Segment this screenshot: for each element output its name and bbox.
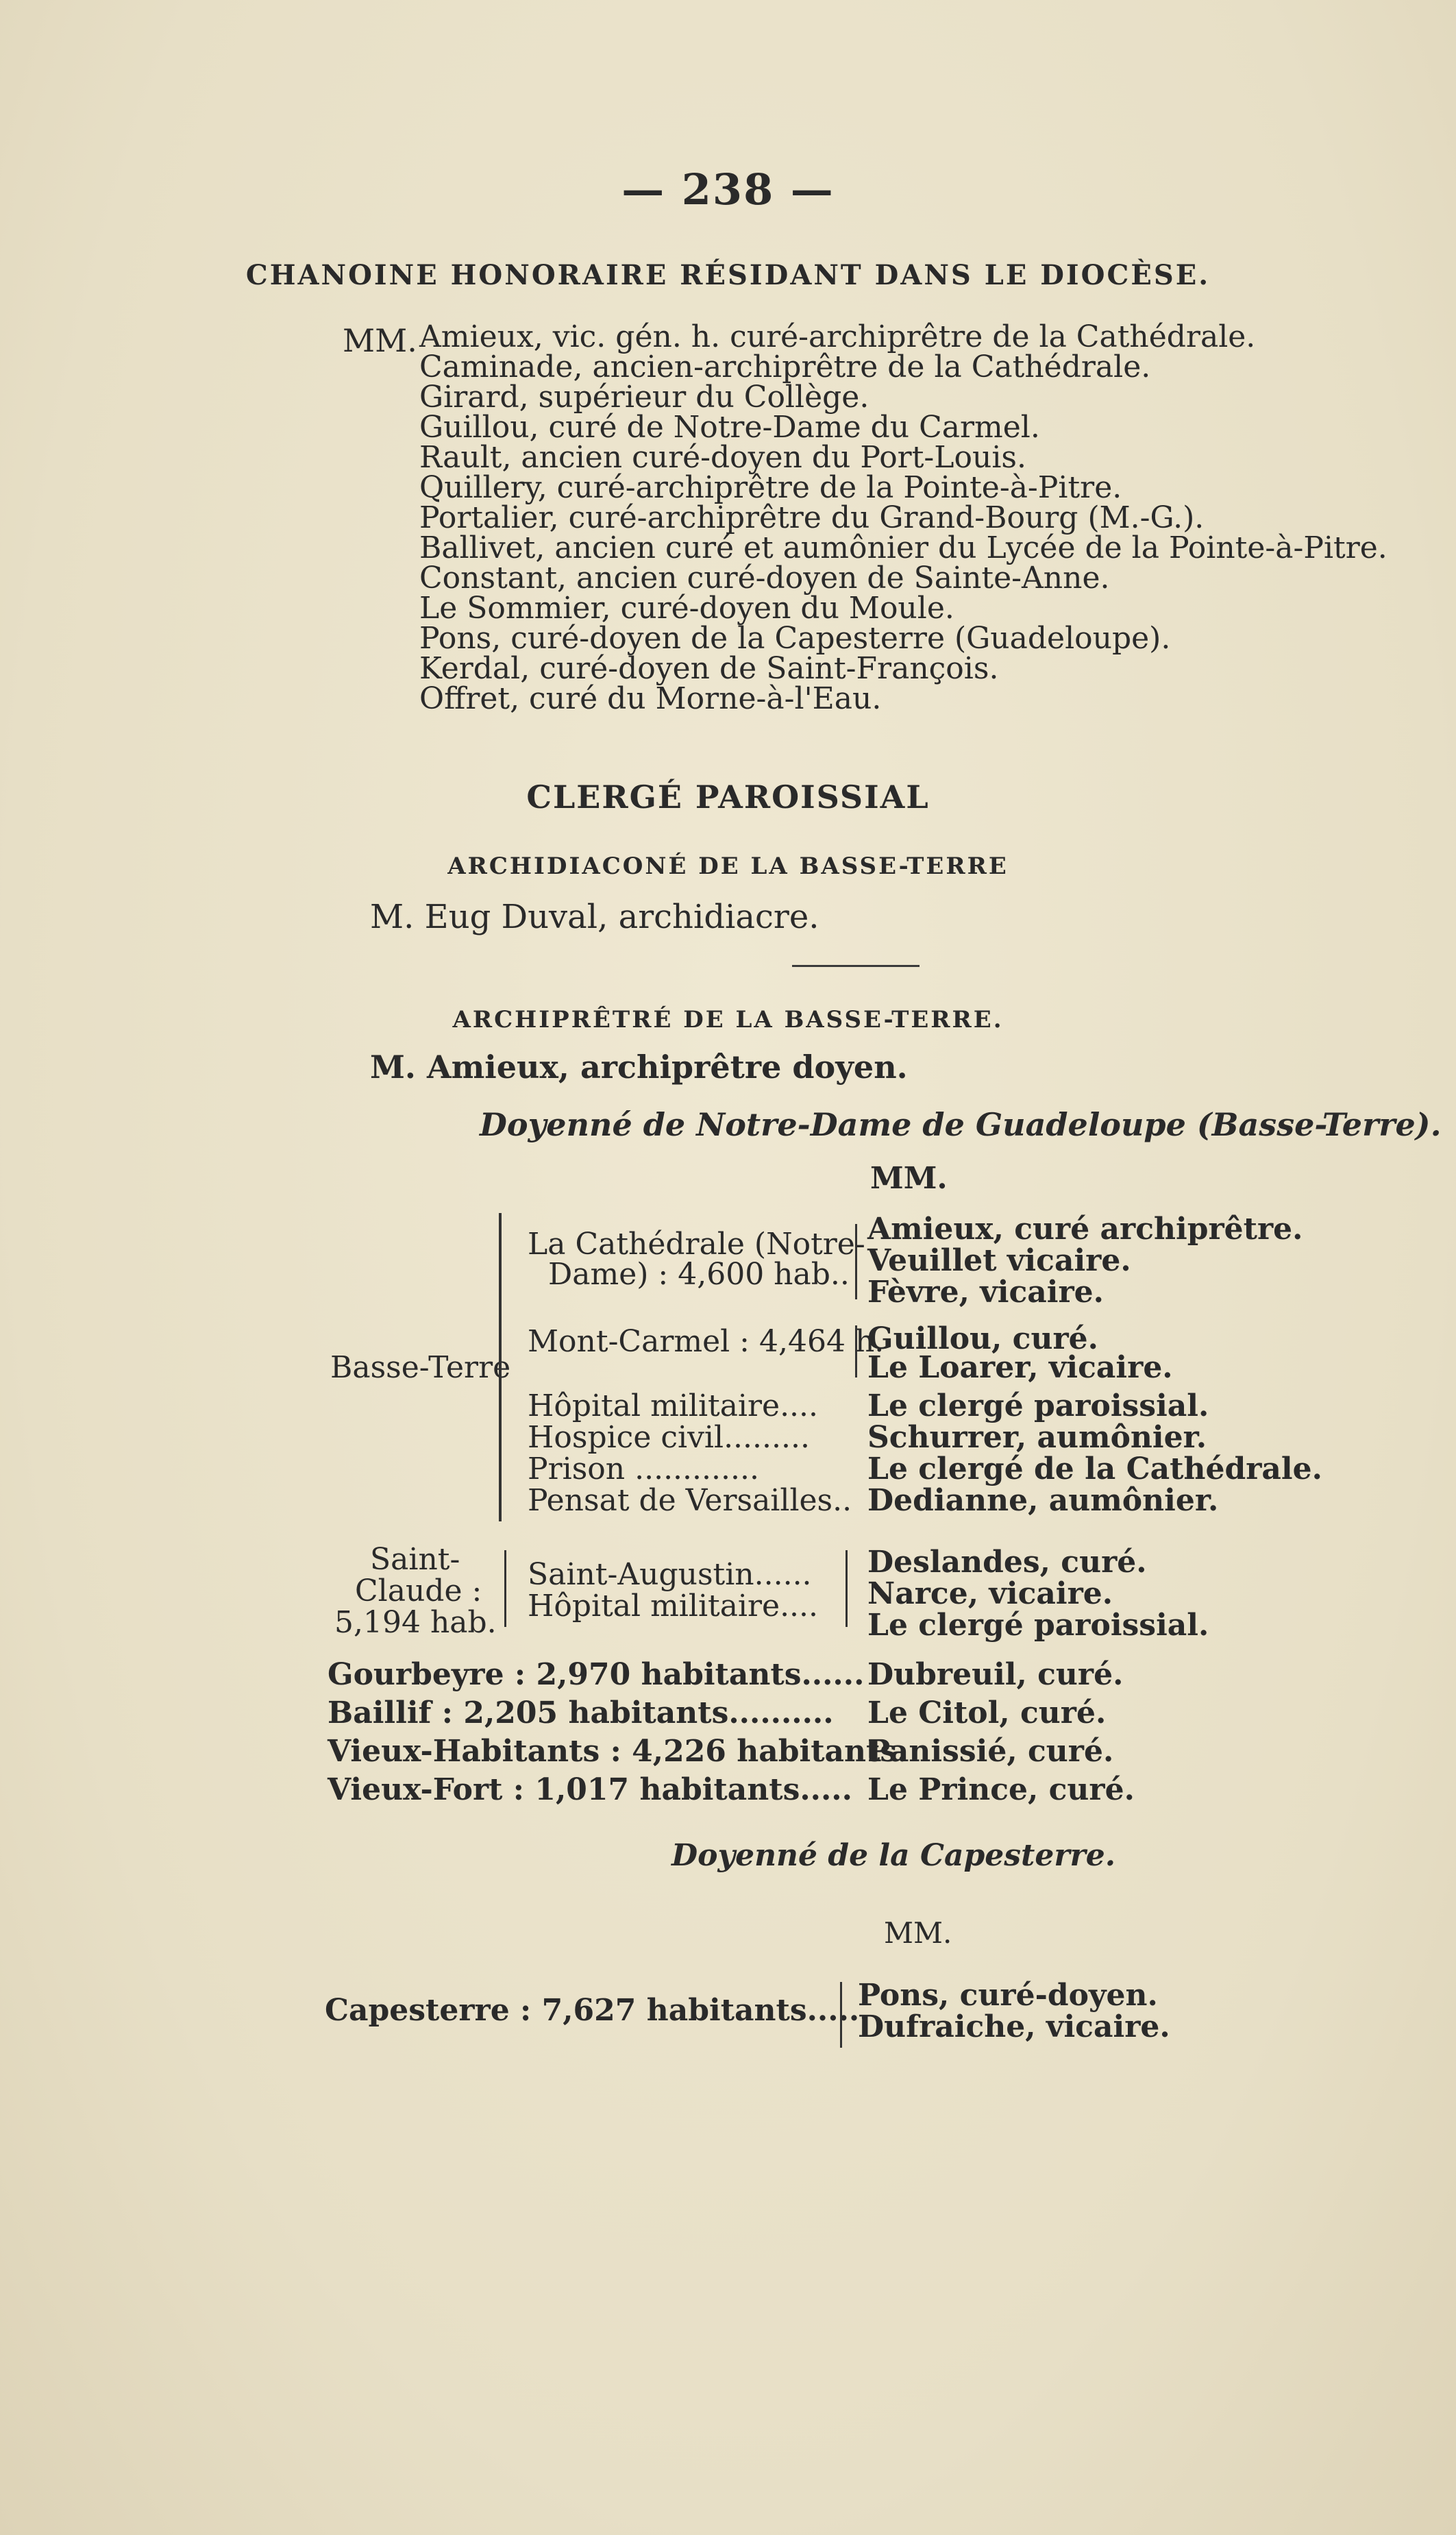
divider (792, 965, 920, 967)
commune-clergy: Panissié, curé. (867, 1734, 1114, 1769)
archidiacone-heading: ARCHIDIACONÉ DE LA BASSE-TERRE (447, 853, 1009, 880)
archidiacone-line: M. Eug Duval, archidiacre. (370, 898, 819, 936)
brace (846, 1550, 848, 1627)
chanoine-line: Portalier, curé-archiprêtre du Grand-Bourg (M.-G.). (419, 500, 1205, 535)
mont-carmel-clergy: Guillou, curé. (867, 1321, 1098, 1356)
cathedrale-place: La Cathédrale (Notre- (528, 1227, 865, 1262)
chanoine-heading: CHANOINE HONORAIRE RÉSIDANT DANS LE DIOCÈSE. (245, 259, 1211, 291)
commune-place: Baillif : 2,205 habitants.......... (328, 1695, 834, 1730)
cathedrale-clergy: Amieux, curé archiprêtre. (867, 1212, 1303, 1247)
doyenne-title: Doyenné de Notre-Dame de Guadeloupe (Basse-Terre). (480, 1106, 1442, 1143)
chanoine-line: Constant, ancien curé-doyen de Sainte-Anne. (419, 561, 1110, 596)
brace (504, 1550, 506, 1627)
saint-claude-place: Saint-Augustin...... (528, 1557, 812, 1592)
brace (499, 1213, 502, 1521)
mont-carmel-clergy: Le Loarer, vicaire. (867, 1350, 1173, 1385)
saint-claude-clergy: Le clergé paroissial. (867, 1608, 1209, 1643)
chanoine-line: Guillou, curé de Notre-Dame du Carmel. (419, 410, 1040, 445)
chanoine-line: Ballivet, ancien curé et aumônier du Lycée de la Pointe-à-Pitre. (419, 530, 1387, 565)
brace (855, 1325, 857, 1377)
chanoine-line: Pons, curé-doyen de la Capesterre (Guadeloupe). (419, 621, 1171, 656)
chanoine-line: Rault, ancien curé-doyen du Port-Louis. (419, 440, 1026, 475)
cathedrale-clergy: Fèvre, vicaire. (867, 1275, 1104, 1310)
chanoine-line: Le Sommier, curé-doyen du Moule. (419, 591, 954, 626)
archipretre-heading: ARCHIPRÊTRÉ DE LA BASSE-TERRE. (452, 1006, 1004, 1033)
chanoine-line: Amieux, vic. gén. h. curé-archiprêtre de la Cathédrale. (419, 319, 1256, 354)
doyenne-mm: MM. (870, 1161, 948, 1196)
doyenne-title: Doyenné de la Capesterre. (671, 1838, 1116, 1873)
row-clergy: Dedianne, aumônier. (867, 1483, 1219, 1518)
chanoine-prefix: MM. (343, 322, 417, 359)
chanoine-line: Girard, supérieur du Collège. (419, 380, 869, 415)
row-clergy: Le clergé paroissial. (867, 1388, 1209, 1423)
row-place: Hôpital militaire.... (528, 1388, 819, 1423)
chanoine-line: Quillery, curé-archiprêtre de la Pointe-à-Pitre. (419, 470, 1122, 505)
chanoine-line: Offret, curé du Morne-à-l'Eau. (419, 681, 882, 716)
capesterre-clergy: Dufraiche, vicaire. (858, 2009, 1170, 2044)
cathedrale-clergy: Veuillet vicaire. (867, 1243, 1131, 1278)
page-number: — 238 — (621, 164, 835, 215)
capesterre-place: Capesterre : 7,627 habitants...... (325, 1993, 870, 2028)
saint-claude-place: Hôpital militaire.... (528, 1589, 819, 1624)
commune-place: Vieux-Habitants : 4,226 habitants. (328, 1734, 908, 1769)
row-place: Pensat de Versailles.. (528, 1483, 852, 1518)
basse-terre-label: Basse-Terre (330, 1350, 511, 1385)
chanoine-line: Caminade, ancien-archiprêtre de la Cathédrale. (419, 350, 1151, 384)
commune-clergy: Dubreuil, curé. (867, 1657, 1124, 1692)
saint-claude-clergy: Deslandes, curé. (867, 1545, 1147, 1580)
brace (855, 1224, 857, 1299)
cathedrale-place: Dame) : 4,600 hab.. (548, 1257, 850, 1292)
archipretre-line: M. Amieux, archiprêtre doyen. (370, 1049, 908, 1086)
saint-claude-label: Claude : (355, 1573, 482, 1608)
doyenne-mm: MM. (884, 1916, 952, 1950)
capesterre-clergy: Pons, curé-doyen. (858, 1978, 1158, 2013)
commune-place: Gourbeyre : 2,970 habitants...... (328, 1657, 865, 1692)
clerge-heading: CLERGÉ PAROISSIAL (526, 779, 930, 816)
row-place: Prison ............. (528, 1452, 759, 1486)
commune-clergy: Le Prince, curé. (867, 1772, 1135, 1807)
row-clergy: Le clergé de la Cathédrale. (867, 1452, 1322, 1486)
chanoine-line: Kerdal, curé-doyen de Saint-François. (419, 651, 999, 686)
row-clergy: Schurrer, aumônier. (867, 1420, 1207, 1455)
commune-clergy: Le Citol, curé. (867, 1695, 1107, 1730)
saint-claude-clergy: Narce, vicaire. (867, 1576, 1113, 1611)
row-place: Hospice civil......... (528, 1420, 810, 1455)
commune-place: Vieux-Fort : 1,017 habitants..... (328, 1772, 852, 1807)
saint-claude-label: 5,194 hab. (334, 1605, 497, 1640)
chanoine-list (419, 319, 1387, 716)
brace (840, 1982, 842, 2048)
mont-carmel-place: Mont-Carmel : 4,464 h. (528, 1324, 885, 1359)
saint-claude-label: Saint- (370, 1542, 460, 1577)
